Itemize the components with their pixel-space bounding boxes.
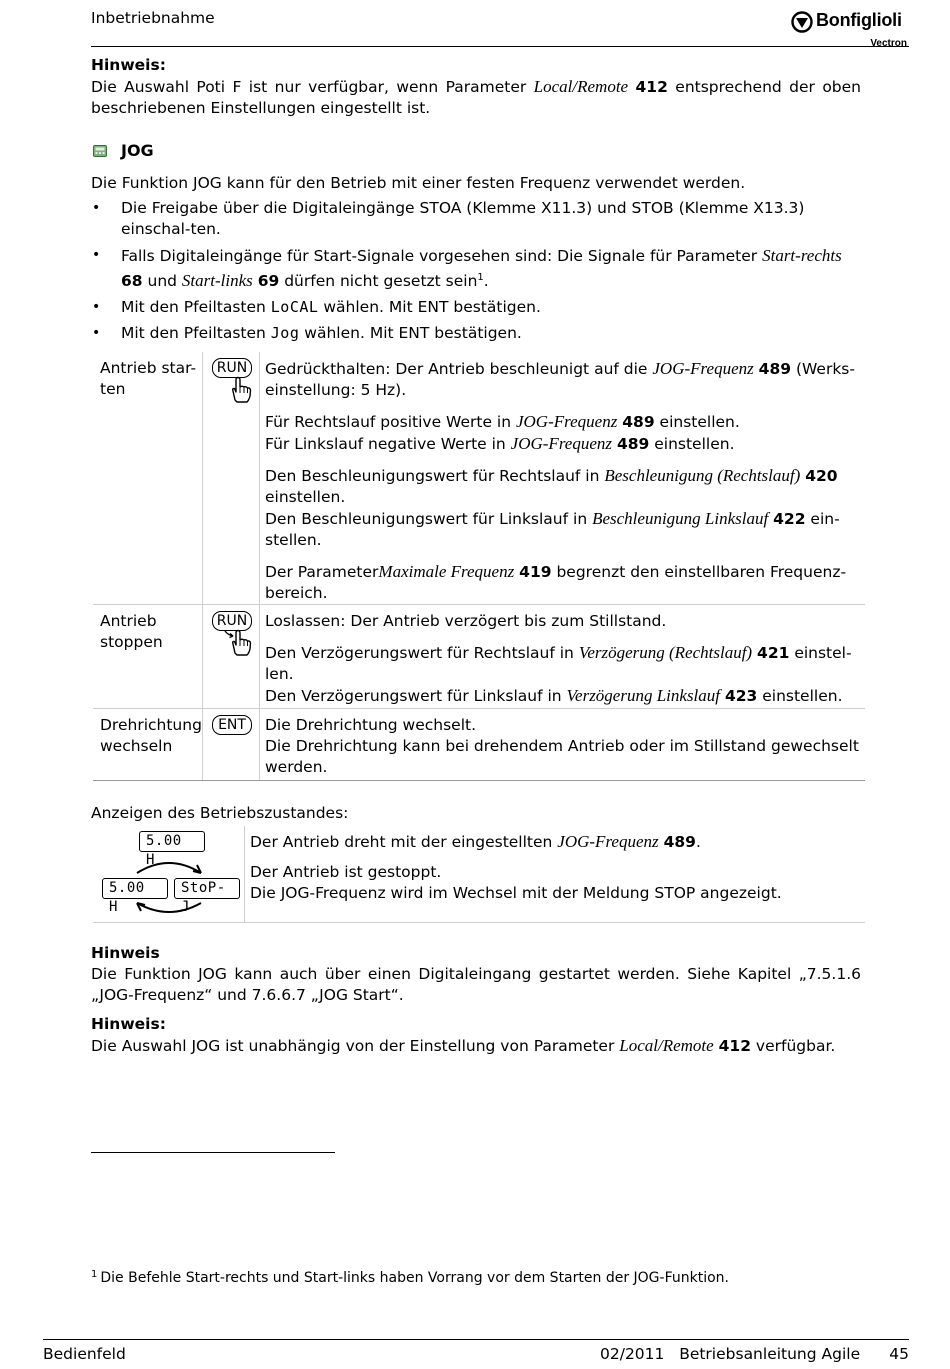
param-number: 412 <box>718 1037 751 1055</box>
desc-line <box>265 465 865 508</box>
table-row <box>93 352 865 605</box>
list-text: . <box>483 272 489 291</box>
note-text: Die Funktion JOG kann auch über einen Digitaleingang gestartet werden. Siehe Kapitel „7.5.1.6 „JOG-Frequenz“ und 7.6.6.7 „JOG Start“. <box>91 965 861 1004</box>
key-cell <box>203 709 260 780</box>
page-footer <box>43 1339 909 1363</box>
param-name: JOG-Frequenz <box>510 434 613 453</box>
page-number: 45 <box>889 1345 909 1363</box>
param-name: Beschleunigung Linkslauf <box>592 509 769 528</box>
row-label: Drehrichtung wechseln <box>93 709 203 780</box>
desc-text: Den Beschleunigungswert für Rechtslauf in <box>265 467 605 485</box>
note-text-part: verfügbar. <box>751 1037 836 1055</box>
footnote-text: Die Befehle Start-rechts und Start-links haben Vorrang vor dem Starten der JOG-Funktion. <box>100 1270 729 1286</box>
list-text: Mit den Pfeiltasten <box>121 324 271 343</box>
param-number: 489 <box>663 833 696 851</box>
desc-text: Den Verzögerungswert für Linkslauf in <box>265 687 567 705</box>
keypad-icon <box>93 145 107 157</box>
param-number: 69 <box>257 272 280 291</box>
desc-line: Die Drehrichtung wechselt. <box>265 716 477 734</box>
list-item <box>91 323 861 344</box>
desc-line: Die JOG-Frequenz wird im Wechsel mit der Meldung STOP angezeigt. <box>250 884 782 902</box>
note-block-1 <box>91 55 861 119</box>
desc-text: einstellen. <box>265 488 346 506</box>
table-row <box>93 605 865 709</box>
status-table <box>93 826 865 923</box>
status-heading: Anzeigen des Betriebszustandes: <box>91 804 349 822</box>
display-text: LoCAL <box>270 298 319 317</box>
param-name: Maximale Frequenz <box>378 562 515 581</box>
page-header <box>91 6 909 47</box>
param-name: Verzögerung Linkslauf <box>566 686 721 705</box>
desc-line <box>265 685 865 707</box>
brand-logo-block <box>791 9 909 47</box>
note-text-part: Die Auswahl Poti F ist nur verfügbar, wenn Parameter <box>91 78 534 96</box>
param-name: Start-links <box>181 271 253 291</box>
run-key-icon: RUN <box>212 358 252 378</box>
section-intro: Die Funktion JOG kann für den Betrieb mit einer festen Frequenz verwendet werden. <box>91 174 746 192</box>
desc-text: Der Antrieb dreht mit der eingestellten <box>250 833 558 851</box>
lcd-display-running: 5.00 H <box>139 831 205 852</box>
note-text <box>91 76 861 119</box>
param-number: 419 <box>519 563 552 581</box>
desc-line <box>265 411 865 433</box>
param-name: Start-rechts <box>762 246 842 265</box>
lcd-display-frequency: 5.00 H <box>102 878 168 899</box>
desc-line <box>265 642 865 685</box>
note-text-part: entsprechend der oben beschriebenen Einstellungen eingestellt ist. <box>91 78 861 117</box>
param-name: Local/Remote <box>533 77 629 96</box>
desc-paragraph <box>265 642 865 707</box>
desc-text: . <box>695 833 701 851</box>
footnote-mark: 1 <box>91 1269 98 1280</box>
key-cell <box>203 352 260 604</box>
notes-bottom <box>91 943 861 1057</box>
param-name: Beschleunigung (Rechtslauf) <box>604 466 801 485</box>
desc-paragraph <box>265 411 865 455</box>
desc-text: Für Rechtslauf positive Werte in <box>265 413 516 431</box>
section-title: JOG <box>121 141 154 160</box>
row-description <box>260 605 865 708</box>
desc-text: einstellen. <box>654 413 740 431</box>
param-name: Verzögerung (Rechtslauf) <box>578 643 753 662</box>
desc-text: begrenzt den einstellbaren Frequenz-bereich. <box>265 563 847 602</box>
param-number: 489 <box>622 413 655 431</box>
desc-paragraph <box>265 465 865 551</box>
param-number: 412 <box>635 78 668 96</box>
desc-text: (Werks-einstellung: 5 Hz). <box>265 360 855 399</box>
param-number: 489 <box>616 435 650 453</box>
footnote-ref: 1 <box>477 272 484 283</box>
bonfiglioli-logo-icon <box>791 11 813 33</box>
desc-paragraph: Loslassen: Der Antrieb verzögert bis zum Stillstand. <box>265 612 667 630</box>
list-text: und <box>142 272 182 291</box>
desc-paragraph <box>265 358 865 401</box>
param-name: Local/Remote <box>619 1036 714 1055</box>
list-item <box>91 245 861 292</box>
brand-sub: Vectron <box>870 38 907 49</box>
footer-section: Bedienfeld <box>43 1345 126 1363</box>
display-cell <box>93 857 245 922</box>
table-row <box>93 709 865 781</box>
brand-name: Bonfiglioli <box>816 10 902 30</box>
param-name: JOG-Frequenz <box>515 412 618 431</box>
param-number: 420 <box>805 467 838 485</box>
ent-key-icon: ENT <box>212 715 252 735</box>
list-text: Falls Digitaleingänge für Start-Signale vorgesehen sind: Die Signale für Parameter <box>121 247 763 265</box>
header-title: Inbetriebnahme <box>91 9 215 27</box>
run-key-icon: RUN <box>212 611 252 631</box>
desc-text: einstel-len. <box>265 644 852 683</box>
list-item: • Die Freigabe über die Digitaleingänge STOA (Klemme X11.3) und STOB (Klemme X13.3) einschal-ten. <box>91 198 861 240</box>
note-label: Hinweis: <box>91 56 166 74</box>
section-heading <box>91 140 861 161</box>
footnote <box>91 1264 729 1289</box>
desc-text: Den Beschleunigungswert für Linkslauf in <box>265 510 593 528</box>
row-label: Antrieb stoppen <box>93 605 203 708</box>
list-text: wählen. Mit ENT bestätigen. <box>299 324 522 343</box>
note-label: Hinweis <box>91 944 160 962</box>
desc-text: einstellen. <box>757 687 843 705</box>
param-number: 422 <box>773 510 806 528</box>
display-text: Jog <box>270 324 300 343</box>
desc-paragraph <box>265 561 865 604</box>
desc-line: Die Drehrichtung kann bei drehendem Antrieb oder im Stillstand gewechselt werden. <box>265 737 859 776</box>
step-list <box>91 198 861 344</box>
note-label: Hinweis: <box>91 1015 166 1033</box>
row-description <box>260 352 865 604</box>
param-name: JOG-Frequenz <box>652 359 754 378</box>
release-hand-icon <box>223 627 257 657</box>
row-description <box>260 709 865 780</box>
param-number: 68 <box>121 272 143 291</box>
desc-line <box>265 433 865 455</box>
footnote-divider <box>91 1152 335 1153</box>
desc-text: einstellen. <box>649 435 735 453</box>
param-name: JOG-Frequenz <box>557 832 659 851</box>
param-number: 489 <box>758 360 792 378</box>
desc-text: Für Linkslauf negative Werte in <box>265 435 511 453</box>
key-cell <box>203 605 260 708</box>
press-hand-icon <box>223 374 257 404</box>
operation-table <box>93 352 865 781</box>
row-label: Antrieb star-ten <box>93 352 203 604</box>
list-text: wählen. Mit ENT bestätigen. <box>318 298 541 317</box>
desc-text: Gedrückthalten: Der Antrieb beschleunigt auf die <box>265 360 653 378</box>
list-text: Mit den Pfeiltasten <box>121 298 271 317</box>
main-content <box>91 55 861 349</box>
param-number: 423 <box>724 687 758 705</box>
note-text <box>91 1035 861 1057</box>
footer-date: 02/2011 <box>600 1345 665 1363</box>
footer-doc <box>600 1344 860 1365</box>
desc-text: Der Parameter <box>265 563 379 581</box>
lcd-display-stop: StoP-J <box>174 878 240 899</box>
table-row <box>93 857 865 922</box>
param-number: 421 <box>757 644 790 662</box>
desc-text: ein-stellen. <box>265 510 840 549</box>
list-text: dürfen nicht gesetzt sein <box>279 272 478 291</box>
row-description <box>245 826 865 857</box>
desc-text: Den Verzögerungswert für Rechtslauf in <box>265 644 579 662</box>
footer-manual: Betriebsanleitung Agile <box>679 1345 861 1363</box>
row-description <box>245 857 865 922</box>
desc-line: Der Antrieb ist gestoppt. <box>250 863 442 881</box>
desc-line <box>265 508 865 551</box>
note-text-part: Die Auswahl JOG ist unabhängig von der Einstellung von Parameter <box>91 1037 620 1055</box>
list-item <box>91 297 861 318</box>
